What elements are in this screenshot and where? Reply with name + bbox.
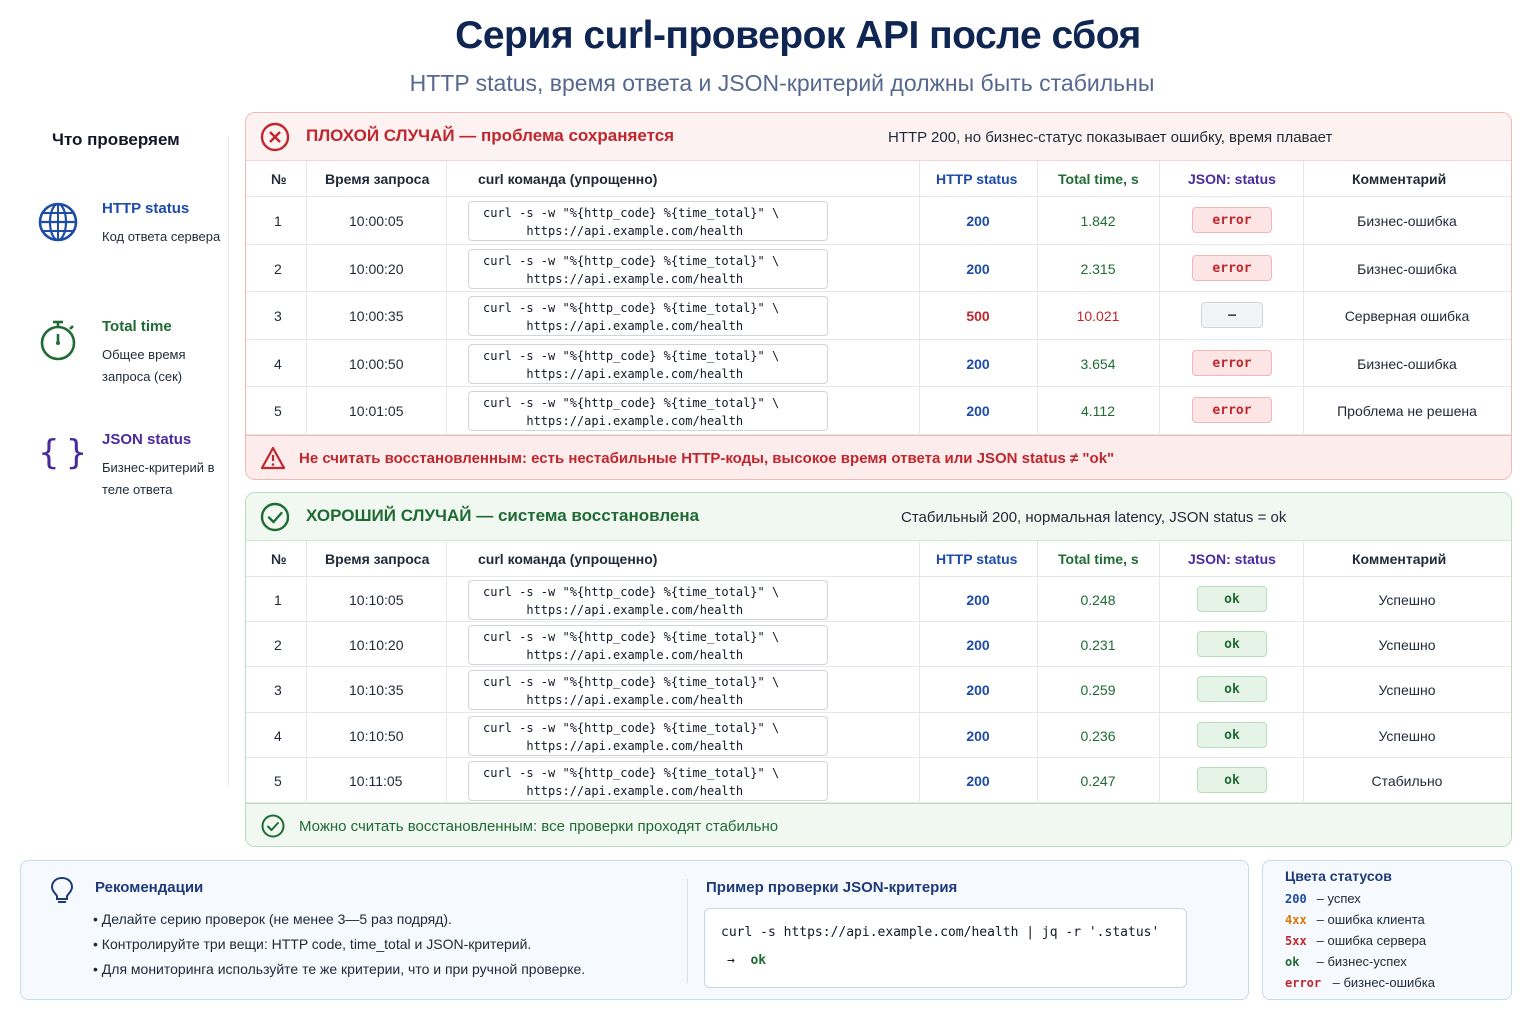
json-status-badge: ok xyxy=(1197,676,1267,702)
curl-command: curl -s -w "%{http_code} %{time_total}" \ https://api.example.com/health xyxy=(468,670,828,710)
http-status: 200 xyxy=(966,592,990,608)
col-comment: Комментарий xyxy=(1352,551,1447,567)
good-case-panel xyxy=(245,492,1512,847)
bad-table-header xyxy=(246,161,1511,197)
request-time: 10:00:50 xyxy=(349,355,404,372)
total-time: 3.654 xyxy=(1080,355,1116,372)
col-json: JSON: status xyxy=(1188,551,1276,567)
example-title: Пример проверки JSON-критерия xyxy=(706,879,958,896)
total-time: 0.236 xyxy=(1080,727,1116,744)
json-status-badge: ok xyxy=(1197,767,1267,793)
sidebar-heading: Что проверяем xyxy=(52,130,180,149)
total-time: 1.842 xyxy=(1080,213,1116,229)
good-case-header xyxy=(246,493,1511,541)
row-comment: Проблема не решена xyxy=(1337,403,1477,419)
curl-command: curl -s -w "%{http_code} %{time_total}" \ https://api.example.com/health xyxy=(468,296,828,336)
col-number: № xyxy=(271,171,287,187)
globe-icon xyxy=(36,200,80,244)
list-item: • Делайте серию проверок (не менее 3—5 раз подряд). xyxy=(93,911,452,927)
json-status-badge: error xyxy=(1192,255,1272,281)
example-code-block xyxy=(704,908,1187,988)
legend-item: 200 – успех xyxy=(1285,891,1361,906)
table-row xyxy=(246,340,1511,388)
list-item: • Для мониторинга используйте те же критерии, что и при ручной проверке. xyxy=(93,961,586,977)
row-comment: Успешно xyxy=(1378,727,1436,744)
http-status: 200 xyxy=(966,403,990,419)
bad-case-header xyxy=(246,113,1511,161)
sidebar-item-desc: Код ответа сервера xyxy=(102,229,221,244)
total-time: 0.231 xyxy=(1080,637,1116,654)
total-time: 0.259 xyxy=(1080,682,1116,699)
row-comment: Успешно xyxy=(1378,637,1436,654)
row-comment: Серверная ошибка xyxy=(1344,308,1470,324)
http-status: 500 xyxy=(966,308,990,324)
sidebar xyxy=(30,130,230,497)
row-number: 4 xyxy=(274,727,282,744)
curl-command: curl -s -w "%{http_code} %{time_total}" \ https://api.example.com/health xyxy=(468,580,828,620)
request-time: 10:10:05 xyxy=(349,592,404,608)
request-time: 10:11:05 xyxy=(349,772,403,789)
col-command: curl команда (упрощенно) xyxy=(478,551,658,567)
total-time: 0.248 xyxy=(1080,592,1116,608)
http-status: 200 xyxy=(966,637,990,654)
request-time: 10:10:50 xyxy=(349,727,404,744)
recommendations-box xyxy=(20,860,1249,1000)
table-row xyxy=(246,245,1511,293)
curl-command: curl -s -w "%{http_code} %{time_total}" \ https://api.example.com/health xyxy=(468,625,828,665)
col-http: HTTP status xyxy=(936,551,1018,567)
col-total: Total time, s xyxy=(1058,551,1139,567)
col-comment: Комментарий xyxy=(1352,171,1447,187)
table-row xyxy=(246,758,1511,803)
total-time: 4.112 xyxy=(1081,403,1115,419)
json-status-badge: ok xyxy=(1197,631,1267,657)
row-number: 4 xyxy=(274,355,282,372)
row-number: 2 xyxy=(274,637,282,654)
legend-title: Цвета статусов xyxy=(1285,868,1392,884)
good-table-header xyxy=(246,541,1511,577)
sidebar-item-title: JSON status xyxy=(102,431,192,448)
json-status-badge: error xyxy=(1192,350,1272,376)
row-comment: Бизнес-ошибка xyxy=(1357,260,1457,277)
sidebar-item-desc: Общее время запроса (сек) xyxy=(102,347,186,384)
col-time: Время запроса xyxy=(325,171,430,187)
arrow-icon: → xyxy=(727,953,735,968)
page-subtitle: HTTP status, время ответа и JSON-критерий должны быть стабильны xyxy=(409,70,1155,96)
check-circle-icon xyxy=(260,502,290,532)
good-case-note: Стабильный 200, нормальная latency, JSON status = ok xyxy=(901,509,1287,526)
json-status-badge: ok xyxy=(1197,586,1267,612)
curl-command: curl -s -w "%{http_code} %{time_total}" \ https://api.example.com/health xyxy=(468,716,828,756)
total-time: 0.247 xyxy=(1080,772,1116,789)
good-case-title: ХОРОШИЙ СЛУЧАЙ — система восстановлена xyxy=(306,506,700,525)
total-time: 2.315 xyxy=(1080,260,1116,277)
http-status: 200 xyxy=(966,355,990,372)
http-status: 200 xyxy=(966,682,990,699)
legend-item: ok – бизнес-успех xyxy=(1285,954,1407,969)
http-status: 200 xyxy=(966,260,990,277)
legend-item: 5xx – ошибка сервера xyxy=(1285,933,1427,948)
json-status-badge: – xyxy=(1201,302,1263,328)
bad-case-verdict-text: Не считать восстановленным: есть нестабильные HTTP-коды, высокое время ответа или JSON status ≠ "ok" xyxy=(299,450,1115,467)
table-row xyxy=(246,197,1511,245)
col-command: curl команда (упрощенно) xyxy=(478,171,658,187)
table-row xyxy=(246,667,1511,712)
warning-icon xyxy=(260,446,286,470)
sidebar-item-title: HTTP status xyxy=(102,200,190,217)
bad-case-panel xyxy=(245,112,1512,480)
example-code: curl -s https://api.example.com/health | jq -r '.status' xyxy=(721,925,1160,940)
example-result xyxy=(727,953,766,968)
request-time: 10:10:35 xyxy=(349,682,404,699)
status-colors-legend xyxy=(1262,860,1512,1000)
example-result-value: ok xyxy=(750,953,767,968)
row-comment: Бизнес-ошибка xyxy=(1357,213,1457,229)
row-comment: Стабильно xyxy=(1371,772,1443,789)
row-number: 5 xyxy=(274,772,282,789)
row-number: 3 xyxy=(274,308,282,324)
request-time: 10:00:05 xyxy=(349,213,404,229)
http-status: 200 xyxy=(966,772,990,789)
json-status-badge: error xyxy=(1192,207,1272,233)
sidebar-item-title: Total time xyxy=(102,318,172,335)
table-row xyxy=(246,292,1511,340)
good-case-verdict xyxy=(246,803,1511,847)
table-row xyxy=(246,713,1511,758)
good-case-verdict-text: Можно считать восстановленным: все проверки проходят стабильно xyxy=(299,818,779,835)
http-status: 200 xyxy=(966,727,990,744)
col-json: JSON: status xyxy=(1188,171,1276,187)
list-item: • Контролируйте три вещи: HTTP code, time_total и JSON-критерий. xyxy=(93,936,532,952)
curl-command: curl -s -w "%{http_code} %{time_total}" \ https://api.example.com/health xyxy=(468,249,828,289)
recommendations-list xyxy=(93,907,585,982)
curl-command: curl -s -w "%{http_code} %{time_total}" \ https://api.example.com/health xyxy=(468,344,828,384)
divider xyxy=(687,879,688,983)
row-number: 2 xyxy=(274,260,282,277)
json-status-badge: ok xyxy=(1197,722,1267,748)
braces-icon: {} xyxy=(38,433,94,473)
row-number: 1 xyxy=(274,213,282,229)
col-http: HTTP status xyxy=(936,171,1018,187)
check-circle-icon xyxy=(260,814,286,838)
request-time: 10:10:20 xyxy=(349,637,404,654)
col-total: Total time, s xyxy=(1058,171,1139,187)
lightbulb-icon xyxy=(49,876,75,906)
http-status: 200 xyxy=(966,213,990,229)
request-time: 10:00:20 xyxy=(349,260,404,277)
col-number: № xyxy=(271,551,287,567)
legend-item: error – бизнес-ошибка xyxy=(1285,975,1435,990)
table-row xyxy=(246,387,1511,435)
row-number: 3 xyxy=(274,682,282,699)
request-time: 10:01:05 xyxy=(349,403,404,419)
stopwatch-icon xyxy=(36,318,80,362)
row-comment: Успешно xyxy=(1378,682,1436,699)
row-number: 1 xyxy=(274,592,282,608)
curl-command: curl -s -w "%{http_code} %{time_total}" \ https://api.example.com/health xyxy=(468,391,828,431)
bad-case-verdict xyxy=(246,435,1511,479)
json-status-badge: error xyxy=(1192,397,1272,423)
page-title: Серия curl-проверок API после сбоя xyxy=(455,14,1141,57)
row-comment: Бизнес-ошибка xyxy=(1357,355,1457,372)
curl-command: curl -s -w "%{http_code} %{time_total}" \ https://api.example.com/health xyxy=(468,201,828,241)
request-time: 10:00:35 xyxy=(349,308,404,324)
legend-item: 4xx – ошибка клиента xyxy=(1285,912,1425,927)
row-comment: Успешно xyxy=(1378,592,1436,608)
bad-case-note: HTTP 200, но бизнес-статус показывает ошибку, время плавает xyxy=(888,129,1333,146)
x-circle-icon xyxy=(260,122,290,152)
bad-case-title: ПЛОХОЙ СЛУЧАЙ — проблема сохраняется xyxy=(306,126,675,145)
table-row xyxy=(246,622,1511,667)
curl-command: curl -s -w "%{http_code} %{time_total}" \ https://api.example.com/health xyxy=(468,761,828,801)
col-time: Время запроса xyxy=(325,551,430,567)
recommendations-title: Рекомендации xyxy=(95,879,204,896)
table-row xyxy=(246,577,1511,622)
row-number: 5 xyxy=(274,403,282,419)
sidebar-divider xyxy=(228,136,229,786)
sidebar-item-desc: Бизнес-критерий в теле ответа xyxy=(102,460,215,497)
total-time: 10.021 xyxy=(1076,308,1120,324)
